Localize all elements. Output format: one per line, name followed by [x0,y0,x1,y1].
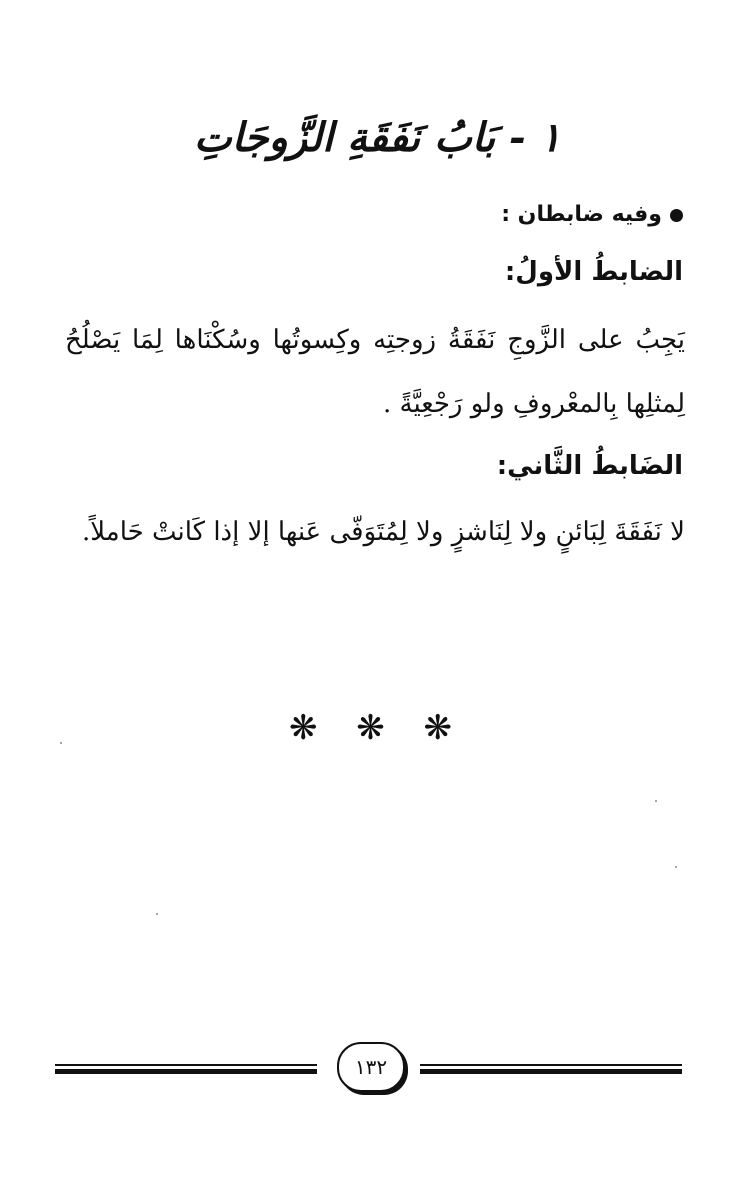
footer-rule-right [420,1064,682,1074]
chapter-title: ١ - بَابُ نَفَقَةِ الزَّوجَاتِ [193,114,562,161]
scan-speck [156,913,158,915]
page-number: ١٣٢ [337,1042,405,1092]
intro-line [501,198,683,232]
footer-rule-left [55,1064,317,1074]
rule-1-text: يَجِبُ على الزَّوجِ نَفَقَةُ زوجتِه وكِسوتُها وسُكْنَاها لِمَا يَصْلُحُ لِمثلِها بِالمعْروفِ ولو رَجْعِيَّةً . [65,325,685,419]
rule-2-heading: الضَابطُ الثَّاني: [496,451,683,481]
section-separator: ❋ ❋ ❋ [288,708,467,748]
rule-1-heading: الضابطُ الأولُ: [504,257,683,287]
scan-speck [675,866,677,868]
rule-2-text: لا نَفَقَةَ لِبَائنٍ ولا لِنَاشزٍ ولا لِمُتَوَفّى عَنها إلا إذا كَانتْ حَاملاً. [82,517,685,547]
intro-text: وفيه ضابطان : [501,202,662,227]
bullet-icon [670,209,683,222]
scan-speck [655,800,657,802]
scan-speck [60,742,62,744]
